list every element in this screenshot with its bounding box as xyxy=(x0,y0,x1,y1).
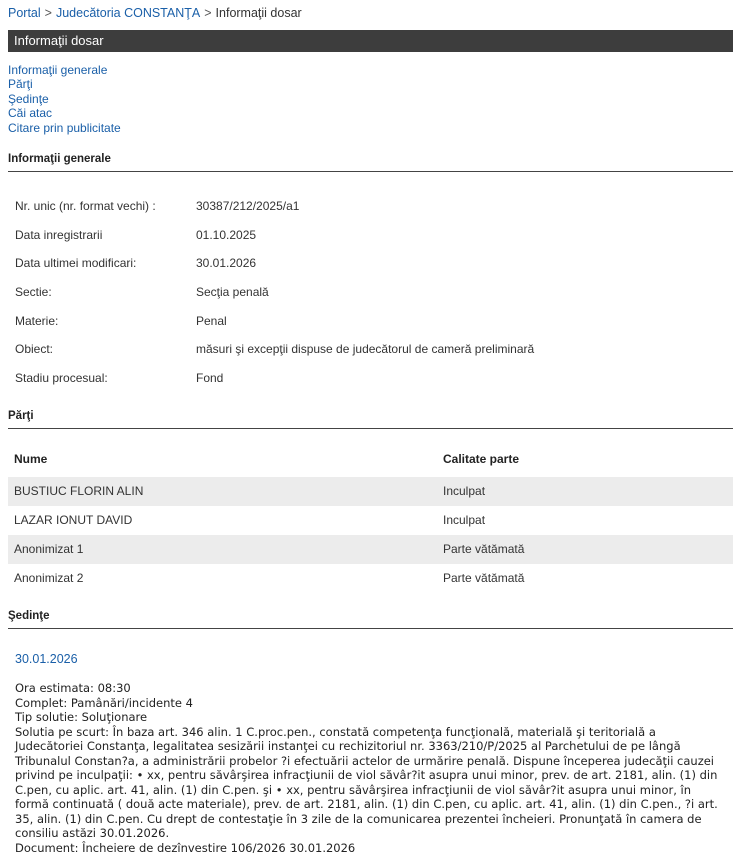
info-value: Fond xyxy=(196,371,224,385)
table-row xyxy=(8,564,733,593)
info-value: 30.01.2026 xyxy=(196,256,257,270)
hearing-tip-solutie: Tip solutie: Soluţionare xyxy=(15,710,148,724)
hearing-solutie-pe-scurt: Solutia pe scurt: În baza art. 346 alin. 1 C.proc.pen., constată competenţa funcţională, materială şi teritorială a Judecătoriei Constanţa, legalitatea sesizării instanţei cu rechizitoriul nr. 3363/210/P/2025 al Parchetului de pe lângă Tribunalul Constan?a, a administrării probelor ?i efectuării actelor de urmărire penală. Dispune începerea judecăţii cauzei privind pe inculpaţii: • xx, pentru săvârşirea infracţiunii de viol săvâr?it asupra unui minor, prev. de art. 2181, alin. (1) din C.pen, cu aplic. art. 41, alin. (1) din C.pen. şi • xx, pentru săvârşirea infracţiunii de viol săvâr?it asupra unui minor, în formă continuată ( două acte materiale), prev. de art. 2181, alin. (1) din C.pen, cu aplic. art. 41, alin. (1) din C.pen., ?i art. 35, alin. (1) din C.pen. Cu drept de contestaţie în 3 zile de la comunicarea prezentei încheieri. Pronunţată în camera de consiliu astăzi 30.01.2026. xyxy=(15,724,718,840)
hearing-complet: Complet: Pamânări/incidente 4 xyxy=(15,695,193,710)
hearing-date: 30.01.2026 xyxy=(15,652,78,666)
party-role: Inculpat xyxy=(443,484,486,498)
info-label: Sectie: xyxy=(15,285,52,299)
info-value: măsuri şi excepţii dispuse de judecătorul de cameră preliminară xyxy=(196,342,535,356)
page-title: Informaţii dosar xyxy=(8,30,733,52)
info-label: Materie: xyxy=(15,314,59,328)
breadcrumb-current: Informaţii dosar xyxy=(215,6,302,20)
breadcrumb-separator: > xyxy=(44,6,52,20)
toc-link-sedinte[interactable]: Şedinţe xyxy=(8,91,49,106)
info-label: Nr. unic (nr. format vechi) : xyxy=(15,199,156,213)
info-label: Data inregistrarii xyxy=(15,228,103,242)
info-label: Stadiu procesual: xyxy=(15,371,108,385)
breadcrumb-separator: > xyxy=(204,6,212,20)
party-name: LAZAR IONUT DAVID xyxy=(14,513,133,527)
hearing-document: Document: Încheiere de dezînvestire 106/2026 30.01.2026 xyxy=(15,840,356,855)
column-header-nume: Nume xyxy=(14,452,48,466)
section-heading-informatii-generale: Informaţii generale xyxy=(8,153,733,172)
info-value: 01.10.2025 xyxy=(196,228,257,242)
column-header-calitate-parte: Calitate parte xyxy=(443,452,520,466)
table-row xyxy=(8,477,733,506)
table-row xyxy=(8,506,733,535)
party-name: BUSTIUC FLORIN ALIN xyxy=(14,484,144,498)
info-label: Obiect: xyxy=(15,342,54,356)
party-name: Anonimizat 2 xyxy=(14,571,84,585)
section-heading-parti: Părţi xyxy=(8,410,733,429)
party-role: Inculpat xyxy=(443,513,486,527)
breadcrumb-court-link[interactable]: Judecătoria CONSTANŢA xyxy=(55,6,201,20)
hearing-ora-estimata: Ora estimata: 08:30 xyxy=(15,681,131,695)
toc-link-parti[interactable]: Părţi xyxy=(8,77,33,92)
table-row xyxy=(8,535,733,564)
toc-link-citare-prin-publicitate[interactable]: Citare prin publicitate xyxy=(8,120,121,135)
info-label: Data ultimei modificari: xyxy=(15,256,137,270)
hearing-details xyxy=(15,681,727,855)
party-name: Anonimizat 1 xyxy=(14,542,84,556)
parties-table xyxy=(8,452,733,593)
info-value: Secţia penală xyxy=(196,285,269,299)
party-role: Parte vătămată xyxy=(443,542,525,556)
info-value: 30387/212/2025/a1 xyxy=(196,199,300,213)
hearing-entry xyxy=(15,652,727,855)
table-header xyxy=(8,452,733,472)
table-of-contents xyxy=(8,63,121,135)
party-role: Parte vătămată xyxy=(443,571,525,585)
toc-link-cai-atac[interactable]: Căi atac xyxy=(8,106,53,121)
toc-link-informatii-generale[interactable]: Informaţii generale xyxy=(8,63,108,77)
info-value: Penal xyxy=(196,314,227,328)
breadcrumb-portal-link[interactable]: Portal xyxy=(8,6,41,20)
section-heading-sedinte: Şedinţe xyxy=(8,610,733,629)
breadcrumb xyxy=(8,6,302,20)
